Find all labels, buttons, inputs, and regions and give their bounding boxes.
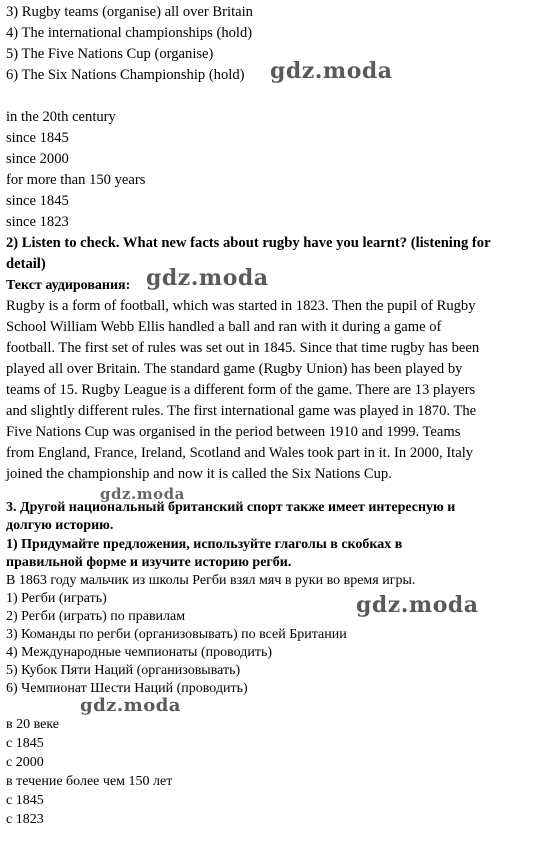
- paragraph-line: Five Nations Cup was organised in the period between 1910 and 1999. Teams: [6, 424, 461, 440]
- time-expression-ru: с 1845: [6, 736, 44, 751]
- task3-heading: 3. Другой национальный британский спорт также имеет интересную и: [6, 500, 456, 515]
- time-expression: in the 20th century: [6, 109, 116, 125]
- top-list-item-6: 6) The Six Nations Championship (hold): [6, 67, 245, 83]
- task3-item: 4) Международные чемпионаты (проводить): [6, 645, 272, 660]
- watermark: gdz.moda: [146, 265, 269, 291]
- time-expression-ru: с 2000: [6, 755, 44, 770]
- task3-intro: В 1863 году мальчик из школы Регби взял мяч в руки во время игры.: [6, 573, 416, 588]
- listening-text-label: Текст аудирования:: [6, 278, 131, 293]
- paragraph-line: played all over Britain. The standard game (Rugby Union) has been played by: [6, 361, 463, 377]
- paragraph-line: and slightly different rules. The first international game was played in 1870. The: [6, 403, 477, 419]
- task3-item: 3) Команды по регби (организовывать) по всей Британии: [6, 627, 347, 642]
- paragraph-line: Rugby is a form of football, which was started in 1823. Then the pupil of Rugby: [6, 298, 476, 314]
- task3-item: 5) Кубок Пяти Наций (организовывать): [6, 663, 241, 678]
- watermark: gdz.moda: [80, 695, 181, 716]
- task3-subheading: 1) Придумайте предложения, используйте глаголы в скобках в: [6, 537, 403, 552]
- task2-heading-cont: detail): [6, 256, 46, 272]
- paragraph-line: teams of 15. Rugby League is a different form of the game. There are 13 players: [6, 382, 476, 398]
- time-expression: since 1823: [6, 214, 69, 230]
- watermark: gdz.moda: [100, 485, 185, 503]
- paragraph-line: School William Webb Ellis handled a ball and ran with it during a game of: [6, 319, 442, 335]
- paragraph-line: from England, France, Ireland, Scotland and Wales took part in it. In 2000, Italy: [6, 445, 474, 461]
- paragraph-line: joined the championship and now it is called the Six Nations Cup.: [6, 466, 392, 482]
- time-expression-ru: в течение более чем 150 лет: [6, 774, 173, 789]
- paragraph-line: football. The first set of rules was set out in 1845. Since that time rugby has been: [6, 340, 480, 356]
- time-expression: for more than 150 years: [6, 172, 146, 188]
- time-expression: since 1845: [6, 130, 69, 146]
- time-expression-ru: в 20 веке: [6, 717, 60, 732]
- task3-subheading-cont: правильной форме и изучите историю регби.: [6, 555, 292, 570]
- task3-heading-cont: долгую историю.: [6, 518, 114, 533]
- task3-item: 1) Регби (играть): [6, 591, 107, 606]
- top-list-item-5: 5) The Five Nations Cup (organise): [6, 46, 214, 62]
- top-list-item-3: 3) Rugby teams (organise) all over Britain: [6, 4, 253, 20]
- time-expression-ru: с 1845: [6, 793, 44, 808]
- task3-item: 2) Регби (играть) по правилам: [6, 609, 186, 624]
- top-list-item-4: 4) The international championships (hold): [6, 25, 253, 41]
- watermark: gdz.moda: [270, 58, 393, 84]
- time-expression-ru: с 1823: [6, 812, 44, 827]
- task3-item: 6) Чемпионат Шести Наций (проводить): [6, 681, 248, 696]
- task2-heading: 2) Listen to check. What new facts about rugby have you learnt? (listening for: [6, 235, 491, 251]
- time-expression: since 1845: [6, 193, 69, 209]
- watermark: gdz.moda: [356, 592, 479, 618]
- time-expression: since 2000: [6, 151, 69, 167]
